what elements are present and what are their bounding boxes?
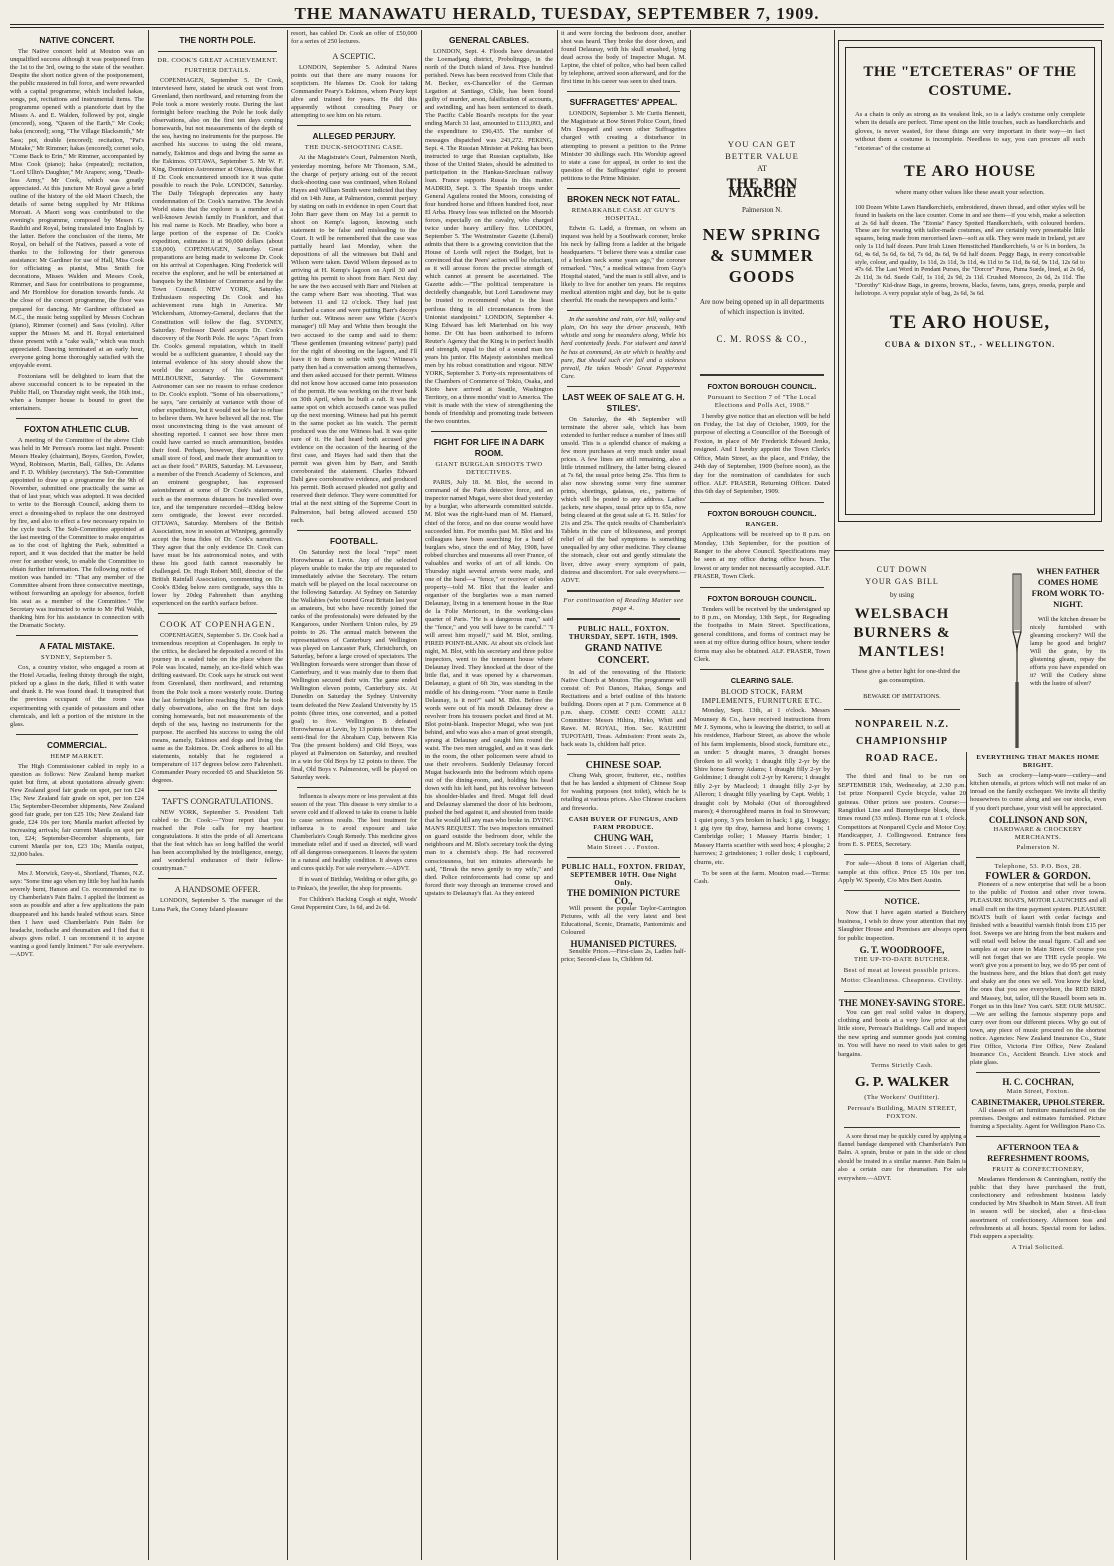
te-aro-bottom-title: TE ARO HOUSE, (889, 311, 1051, 333)
article-separator (158, 878, 277, 879)
father-body: Will the kitchen dresser be nicely furnished with gleaming crockery? Will the lamp be good and bright? Will the grate, by its glistening gleam, repay the efforts you have expended on it? Will the Cutlery shine with the lustre of silver? (1030, 616, 1106, 687)
article-separator (700, 502, 824, 503)
money-saving-body: You can get real solid value in drapery, clothing and boots at a very low price at the little store, Perreau's Buildings. Call and inspect the new spring and summer goods just coming in. You will have no need to visit sales to get bargains. (838, 1008, 966, 1058)
article-separator (567, 590, 680, 592)
article-separator (844, 709, 960, 710)
dateline: SYDNEY, September 5. (41, 654, 113, 662)
article-separator (567, 857, 680, 858)
te-aro-address: CUBA & DIXON ST., - WELLINGTON. (884, 339, 1056, 349)
headline-general-cables: GENERAL CABLES. (449, 35, 529, 45)
advert-inner-border (845, 47, 1095, 515)
article-separator (844, 854, 960, 855)
column-1 (10, 30, 144, 1560)
column-4 (425, 30, 553, 1560)
article-separator (567, 188, 680, 189)
article-separator (567, 386, 680, 387)
bon-marche-line-3: AT (757, 163, 767, 173)
tea-rooms-heading: AFTERNOON TEA & REFRESHMENT ROOMS, (987, 1141, 1089, 1163)
article-separator (844, 1127, 960, 1128)
clearing-sale-body: Monday, Sept. 13th, at 1 o'clock. Messrs Mounsey & Co., have received instructions from Mr J. Symons, who is leaving the district, to sell at his residence, Harbour Street, as above the whole of his farm implements, blood stock, furniture etc., as under: 5 draught mares, 3 draught horses (broken to all work); 1 draught filly 2-yr by the Shire horse Surrey Adams; 1 draught filly 2-yr by Goldmine; 1 draught colt 2-yr by Kereru; 1 draught filly 2-yr by Macleod; 1 draught filly 2-yr by Alleron; 1 draught filly yearling by Capt. Webb; 1 draught colt by Mohaki (Out of thoroughbred mares); 4 thoroughbred mares in foal to Strowvan; 1 quiet pony, 3 yrs broken in hack; 1 gig, 1 buggy; 1 gig tyre tip dray, harness and horse covers; 1 Cambridge roller; 1 Massey Harris binder; 1 Massey Harris scarifier with seed box; 4 ploughs; 2 harrows; 2 grindstones; 1 roller desk; 1 cupboard, churns, etc. (694, 707, 830, 866)
headline-taft: TAFT'S CONGRATULATIONS. (161, 797, 274, 807)
subheadline-further-details: FURTHER DETAILS. (184, 67, 251, 75)
column-2 (152, 30, 283, 1560)
article-separator (297, 125, 411, 126)
article-separator (700, 587, 824, 588)
cochran-body: All classes of art furniture manufactured on the premises. Designs and estimates furnished. Picture framing a Speciality. Agent for Wellington Piano Co. (970, 1106, 1106, 1130)
article-separator (158, 51, 277, 52)
collinson-sub: HARDWARE & CROCKERY MERCHANTS. (993, 825, 1083, 841)
article-broken-neck: Edwin G. Ladd, a fireman, on whom an inquest was held by a Southwark coroner, broke his neck by falling from a ladder at the brigade headquarters. "I believe there was a similar case of a broken neck some years ago," the coroner remarked. "Yes," a medical witness from Guy's Hospital stated, "and the man is still alive, and is likely to live for another ten years. He requires medical attention night and day, but he is quite cheerful. He reads the newspapers and knits." (561, 224, 686, 305)
article-separator (700, 374, 824, 376)
article-separator (158, 613, 277, 614)
notice-butcher-meat: Best of meat at lowest possible prices. (843, 966, 961, 974)
advert-dominion-picture-co: THE DOMINION PICTURE CO., (566, 887, 680, 906)
article-separator (567, 310, 680, 311)
welsbach-line-2: YOUR GAS BILL (865, 577, 939, 587)
money-saving-heading: THE MONEY-SAVING STORE. (838, 997, 966, 1008)
advert-chinese-soap: CHINESE SOAP. (585, 760, 662, 772)
advert-bon-marche (694, 140, 830, 344)
headline-broken-neck: BROKEN NECK NOT FATAL. (567, 193, 680, 204)
advert-pictures-body: Will present the popular Taylor-Carrington Pictures, with all the very latest and best Educational, Scenic, Dramatic, Pantomimic and Coloured (561, 904, 686, 937)
tea-rooms-body: Mesdames Henderson & Cunningham, notify the public that they have purchased the fruit, confectionery and refreshment business lately conducted by Mrs Shadbolt in Main Street. All fruit in season will be stocked, also a first-class assortment of confectionery. Afternoon teas and refreshments at all hours. Special room for ladies. Fish suppers a speciality. (970, 1176, 1106, 1240)
bon-marche-goods: NEW SPRING & SUMMER GOODS (702, 225, 822, 287)
article-separator (844, 890, 960, 891)
father-body-2: Such as crockery—lamp-ware—cutlery—and kitchen utensils, at prices which will not make of an inroad on the family exchequer. We invite all thrifty housewives to come along and see our stocks, even if you don't purchase, your visit will be appreciated. (970, 772, 1106, 812)
article-suffragettes: LONDON, September 3. Mr Curtis Bennett, the Magistrate at Bow Street Police Court, fined Mrs Despard and seven other Suffragettes charged with creating a disturbance in attempting to present a petition to the Prime Minister 30 shillings each. His Worship agreed to state a case for appeal, in order to test the question of the Suffragettes' right to present petitions to the Prime Minister. (561, 110, 686, 182)
advert-chung-wah: CHUNG WAH, (593, 832, 654, 843)
council-tenders-body: Tenders will be received by the undersigned up to 8 p.m., on Monday, 13th Sept., for Regrading the footpaths in Main Street. Specifications, general conditions, and forms of contract may be seen at my office during office hours, where tender forms may also be obtained. ALF. FRASER, Town Clerk. (694, 605, 830, 663)
masthead: THE MANAWATU HERALD, TUESDAY, SEPTEMBER 7, 1909. (294, 4, 820, 23)
road-race-title: NONPAREIL N.Z. CHAMPIONSHIP ROAD RACE. (854, 719, 950, 765)
welsbach-brand: WELSBACH BURNERS & MANTLES! (853, 606, 951, 661)
article-football: On Saturday next the local "reps" meet Horowhenua at Levin. Any of the selected players unable to make the trip are requested to immediately advise the Secretary. The return match will be played on the local racecourse on the following Saturday. At Sydney on Saturday the Wallabies (who toured Great Britain last year as amateurs, but who have recently joined the ranks of the professionals) were defeated by the Kangaroos, under Northern Union rules, by 29 points to 26. The annual match between the representatives of Canterbury and Wellington was played on Lancaster Park, Christchurch, on Saturday, before a large crowd of spectators. The Wellington forwards were stronger than those of Canterbury, and it was mainly due to them that Wellington secured their win. The game ended Wellington eleven points, Canterbury six. At Dunedin on Saturday the Sydney University team defeated the New Zealand University by 15 points (three tries, one converted, and a potted goal) to five. Wellington B defeated Horowhenua at Levin, by 13 points to three. The semi-final for the Abraham Cup, between Kia Toa (the present holders) and Old Boys, was played at Palmerston on Saturday, and resulted in a win for Old Boys by 12 points to three. The final, Old Boys v. Palmerston, will be played on Saturday week. (291, 548, 417, 781)
walker-address: Perreau's Building, MAIN STREET, FOXTON. (847, 1104, 957, 1121)
article-separator (567, 618, 680, 620)
welsbach-beware: BEWARE OF IMITATIONS. (863, 693, 941, 701)
article-sceptic: LONDON, September 5. Admiral Nares points out that there are many reasons for scepticism. He blames Dr. Cook for taking Commander Peary's Eskimos, whom Peary kept alive and trained for years. He did this apparently without consulting Peary or attempting to see him on his return. (291, 64, 417, 120)
welsbach-line-3: by using (890, 590, 914, 599)
advert-public-hall-heading: PUBLIC HALL, FOXTON. THURSDAY, SEPT. 16TH, 1909. (568, 624, 679, 641)
notice-butcher-motto: Motto: Cleanliness. Cheapness. Civility. (840, 977, 964, 985)
column-divider (834, 30, 835, 1560)
te-aro-intro: As a chain is only as strong as its weakest link, so is a lady's costume only complete when its details are perfect. Time spent on the little touches, such as handkerchiefs and gloves, is never wasted, for these things are very important in their way—in fact without them a costume is incomplete. Needless to say, you can procure all such "etceteras" of the costume at (855, 111, 1085, 152)
headline-fatal-mistake: A FATAL MISTAKE. (39, 641, 115, 652)
advert-concert-details: In aid of the renovating of the Historic Native Church at Mouton. The programme will consist of: Poi Dances, Hakas, Songs and Recitations and a brief outline of this historic building. Doors open at 7 p.m. Commence at 8 p.m. sharp. COME ONE! COME ALL! Committee: Messrs Hihira, Heko, Whiti and Rawe. M. ROYAL, Hon. Sec. RAUHIHI TUPOTAHI, Treas. Admission: Front seats 2s, back seats 1s, children half price. (561, 668, 686, 749)
article-separator (297, 530, 411, 531)
column-7 (838, 560, 966, 1560)
column-divider (557, 30, 558, 1560)
headline-stiles-sale: LAST WEEK OF SALE AT G. H. STILES'. (562, 391, 685, 413)
column-divider (421, 30, 422, 1560)
council-tenders-heading: FOXTON BOROUGH COUNCIL. (707, 593, 817, 603)
masthead-rule (10, 24, 1104, 25)
headline-commercial: COMMERCIAL. (46, 739, 107, 750)
notice-body: Now that I have again started a Butchery business, I wish to draw your attention that my Slaughter House and Premises are always open for public inspection. (838, 909, 966, 942)
council-ranger-body: Applications will be received up to 8 p.m. on Monday, 13th September, for the position of Ranger to the above Council. Specifications may be seen at my office during office hours. The lowest or any tender not necessarily accepted. ALF. FRASER, Town Clerk. (694, 531, 830, 581)
chaff-sale: For sale—About 8 tons of Algerian chaff, sample at this office. Price £5 10s per ton. Apply W. Speedy, C/o Mrs Bert Austin. (838, 860, 966, 884)
welsbach-line-1: CUT DOWN (876, 565, 928, 574)
article-taft: NEW YORK, September 5. President Taft cabled to Dr. Cook:—"Your report that you reached the Pole calls for my heartiest congratulations. It stirs the pride of all Americans that the feat which has so long baffled the world has been accomplished by the intelligence, energy, and wonderful endurance of their fellow-countryman." (152, 809, 283, 873)
fork-illustration (1010, 572, 1024, 750)
article-commercial: The High Commissioner cabled in reply to a question as follows: New Zealand hemp market quiet but firm, at about quotations already given: New Zealand good fair grade on spot, per ton £24 15s; New Zealand fair grade on spot, per ton £24 15s; September-December shipments, New Zealand good fair grade, per ton £25 10s; New Zealand fair grade, £24 10s per ton; Manila market affected by increasing arrivals; fair current Manila on spot per ton, £24; September-December shipments, fair current Manila per ton, £23 10s; Manila output, 32,000 bales. (10, 762, 144, 859)
article-offer-continued: resort, has cabled Dr. Cook an offer of £50,000 for a series of 250 lectures. (291, 30, 417, 46)
advert-fungus-buyer: CASH BUYER OF FUNGUS, AND FARM PRODUCE. (568, 815, 679, 831)
advert-grand-native-concert: GRAND NATIVE CONCERT. (584, 642, 663, 666)
article-dark-room: PARIS, July 18. M. Blot, the second in command of the Paris detective force, and an inspector named Mugat, were shot dead yesterday by a burglar, who afterwards committed suicide. M. Blot was the right-hand man of M. Hamard, chief of the force, and no due course would have succeeded him. For months past M. Blot and his colleagues have been searching for a band of burglars who, since the end of May, 1908, have robbed churches and museums all over France, of valuables and works of art of all kinds. On Thursday night several arrests were made, and one of the band—a "fence," or receiver of stolen property—told M. Blot that the leader and organiser of the burglaries was a man named Delaunay, living in a tenement house in the Rue de la Folie Mericourt, in the working-class quarter of Paris. "He is a dangerous man," said the "fence," and you will have to be careful." "I will arrest him myself," said M. Blot, smiling. FIRED POINT-BLANK. At about six o'clock last night, M. Blot, with his secretary and three police inspectors, went to the tenement house where Delaunay lived. They knocked at the door of the little flat, and it was opened by a charwoman. Delaunay, a giant of 6ft 3in, was standing in the middle of his dining-room. "Your name is Emile Delaunay, is it not?" said M. Blot. Before the words were out of his mouth Delaunay drew a revolver from his trousers pocket and fired at M. Blot point-blank. Inspector Mugat, who was just behind, and who was also a man of great strength, sprang at Delaunay and caught him round the waist. The two men struggled, and as it was dark in the room, the other policemen were afraid to use their revolvers. Suddenly Delaunay forced Mugat backwards into the bedroom which opens out of the dining-room, and, holding his head down with his left hand, put his revolver between his shoulder-blades and fired. Mugat fell dead and Delaunay slammed the door of his bedroom, pushed the bed against it, and shouted from inside that he would kill any man who broke in. DYING MAN'S REQUEST. The two inspectors remained on guard outside the bedroom door, while the neighbours and M. Blot's secretary took the dying man to a chemist's shop. He had recovered consciousness, but ten minutes afterwards he said, "Break the news gently to my wife," and died. Police reinforcements had come up and forced their way through an immense crowd and upstairs to Delaunay's flat. As they entered (425, 479, 553, 897)
article-handsome-offer: LONDON, September 5. The manager of the Luna Park, the Coney Island pleasure (152, 897, 283, 913)
column-divider (287, 30, 288, 1560)
headline-cook-copenhagen: COOK AT COPENHAGEN. (159, 620, 276, 630)
money-saving-terms: Terms Strictly Cash. (871, 1062, 933, 1069)
continuation-note: For continuation of Reading Matter see page 4. (563, 596, 684, 612)
headline-athletic-club: FOXTON ATHLETIC CLUB. (24, 424, 130, 435)
father-title: WHEN FATHER COMES HOME FROM WORK TO-NIGHT. (1031, 566, 1105, 609)
column-5 (561, 30, 686, 1560)
walker-sub: (The Workers' Outfitter). (864, 1094, 940, 1102)
article-separator (16, 734, 138, 735)
headline-sceptic: A SCEPTIC. (332, 52, 376, 62)
advert-verse: In the sunshine and rain, o'er hill, valley and plain, On his way the driver proceeds, With whistle and song he meanders along, While his herd contentedly feeds. For stalwart and tann'd he has at command, An air which is healthy and pure, But should such e'er fail and a sickness prevail, He takes Woods' Great Peppermint Cure. (561, 316, 686, 380)
fowler-name: FOWLER & GORDON. (985, 871, 1091, 883)
father-sub: EVERYTHING THAT MAKES HOME BRIGHT. (976, 754, 1100, 770)
article-stiles-sale: On Saturday, the 4th September will terminate the above sale, which has been extended to further reduce a number of lines still unsold. This is a splendid chance of making a few more purchases at very much under usual prices. A few lines are still remaining, also a little trimmed millinery, the latter being cleared at 7s 6d, the usual price being 25s. This firm is also now showing some very fine summer prints, sheetings, galateas, etc., patterns of which will be posted to any address. Ladies' jackets, new shapes, usual price up to 65s, now being cleared at the great sale at G. H. Stiles' for 21s and 25s. The quick results of Chamberlain's Tablets in the cure of biliousness, and prompt relief of all the bad symptoms is something unequalled by any other medicine. They cleanse the stomach, clear out and gently stimulate the liver, drive away every symptom of pain, distress and discomfort. For sale everywhere.—ADVT. (561, 415, 686, 584)
article-athletic-club: A meeting of the Committee of the above Club was held in Mr Perreau's rooms last night. Present: Messrs Healey (chairman), Boyes, Gordon, Fowler, Wynd, Robinson, Martin, Ball, Gillies, Dr. Adams and F. D. Whibley (secretary). The Sub-Committee appointed to draw up a programme for the 9th of November, submitted one practically the same as that of last year, which was adopted. It was decided to write to the Borough Council, asking them to erect a dressing-shed to replace the one destroyed by fire, and also to effect a few necessary repairs to the cycle track. The Sub-Committee appointed at the last meeting of the Committee to make enquiries as to the cost of lighting the Park, submitted a report, and it was decided that the matter be held over for another week, to enable the Committee to obtain further information. The following notice of motion was handed in: "That any member of the Committee absent from three consecutive meetings, without forwarding an apology for absence, forfeit his seat as a member of the Committee." The Secretary was instructed to write to Mr Phil Walsh, thanking him for his assistance in connection with the Dramatic Society. (10, 437, 144, 630)
column-divider (966, 752, 967, 1560)
article-separator (976, 857, 1100, 858)
cochran-address: Main Street, Foxton. (1006, 1088, 1070, 1096)
article-separator (158, 790, 277, 791)
subheadline-hemp-market: HEMP MARKET. (50, 752, 104, 760)
article-separator (567, 91, 680, 92)
advert-picture-hall: PUBLIC HALL, FOXTON. FRIDAY, SEPTEMBER 10TH. One Night Only. (561, 862, 686, 887)
article-native-concert-2: Foxtonians will be delighted to learn that the above successful concert is to be repeated in the Public Hall, on Thursday night week, the 16th inst., when a bumper house is bound to greet the entertainers. (10, 372, 144, 413)
advert-chinese-soap-body: Chung Wah, grocer, fruiterer, etc., notifies that he has landed a shipment of Chinese Soap for washing purposes (not toilet), which he is retailing at various prices. Also Chinese crackers and fireworks. (561, 772, 686, 812)
te-aro-title: THE "ETCETERAS" OF THE COSTUME. (863, 64, 1077, 99)
article-separator (844, 991, 960, 992)
headline-handsome-offer: A HANDSOME OFFER. (174, 885, 261, 895)
council-ranger-title: RANGER. (745, 520, 779, 528)
article-separator (16, 635, 138, 636)
masthead-rule-2 (10, 27, 1104, 28)
bon-marche-line-2: BETTER VALUE (725, 151, 799, 162)
tea-rooms-sub: FRUIT & CONFECTIONERY, (992, 1165, 1084, 1173)
collinson-name: COLLINSON AND SON, (988, 814, 1088, 825)
headline-north-pole: THE NORTH POLE. (179, 35, 256, 45)
subheadline-guys-hospital: REMARKABLE CASE AT GUY'S HOSPITAL. (571, 206, 676, 222)
article-separator (431, 431, 547, 432)
article-separator (16, 418, 138, 419)
article-cook-copenhagen: COPENHAGEN, September 5. Dr. Cook had a tremendous reception at Copenhagen. In reply to the critics, he declared he deposited a record of his journey in a sealed tube on the place where the Pole was located, namely, an ice-field which was drifting eastward. Dr. Cook says he struck out west from Greenland, then northward, and returning from the Pole took a more westerly route. During the last fortnight before reaching the Pole he took daily observations, also on the first ten days coming homewards, but not measurements of the depth of the sea, having no instruments for the purpose. He ascribed his success to using the old means, namely, Eskimos and dogs and living the same as the Eskimos. Dr. Cook adheres to all his statements, notably that he registered a temperature of 117 degrees below zero Fahrenheit. Commander Peary recorded 65 and Shackleton 56 degrees. (152, 632, 283, 785)
article-dark-room-continued: it and were forcing the bedroom door, another shot was heard. They broke the door down, and found Delaunay, with his skull smashed, lying dead across the body of Inspector Mugat. M. Lepine, the chief of police, who had been called by telephone, arrived soon afterward, and for the first time in his career was seen to shed tears. (561, 30, 686, 86)
column-8-lower (970, 752, 1106, 1560)
tea-rooms-end: A Trial Solicited. (1011, 1243, 1065, 1251)
column-divider (690, 30, 691, 1560)
walker-name: G. P. WALKER (854, 1075, 950, 1091)
column-divider (148, 30, 149, 1560)
advert-humanised-pictures: HUMANISED PICTURES. (570, 939, 677, 950)
advert-te-aro-house (838, 40, 1102, 522)
advert-cough-cure: For Children's Hacking Cough at night, Woods' Great Peppermint Cure, 1s 6d, and 2s 6d. (291, 896, 417, 911)
te-aro-values: where many other values like these await your selection. (895, 189, 1045, 197)
advert-influenza: Influenza is always more or less prevalent at this season of the year. This disease is very similar to a severe cold and if allowed to take its course is liable to cause serious results. The best treatment for influenza is to avoid exposure and take Chamberlain's Cough Remedy. This medicine gives immediate relief and if used as directed, will ward off all dangerous consequences. It leaves the system in a natural and healthy condition. It always cures and cures quickly. For sale everywhere.—ADVT. (291, 793, 417, 873)
headline-football: FOOTBALL. (330, 535, 378, 546)
notice-butcher-name: G. T. WOODROOFE, (859, 944, 945, 955)
advert-welsbach (838, 566, 966, 701)
article-alleged-perjury: At the Magistrate's Court, Palmerston North, yesterday morning, before Mr Thomson, S.M., the charge of perjury arising out of the recent duck-shooting case was continued, when Roland Hayes and William Smith were indicted that they did on 14th June, at Palmerston, commit perjury by stating on oath in evidence in open Court that John Barr gave them on May 1st a permit to shoot on Kemp's lagoon, knowing such statement to be false and misleading to the Court. It will be remembered that the case was partially heard last Monday, when the depositions of all the witnesses but Dahl and Wilson were taken. David Wilson deposed as to arriving at H. Kemp's lagoon on April 30 and getting his permit to shoot from Barr. Next day he saw the two accused with Barr and Nielsen at the camp where Barr was shooting. That was between 11 and 12 o'clock. They had just launched a canoe and were putting Barr's decoys further out. Witness never saw White ('Acre's manager') till May and White then brought the two accused to the camp and said to them: 'These gentlemen (meaning witness' party) paid for the right of shooting on the lagoon, and I'll leave it to them to settle with you.' Witness's party then had a conversation among themselves, and then asked accused for their permit. Witness did not know how accused came into possession of the permit. He was working on the river bank on 30th April, when he built a raft. It was the same spot on which accused's canoe was pulled up the next morning. Witness had put his permit in the same pocket as his watch. The permit produced was the one Witness had. It was quite sure of it. He had heard both accused give evidence on the occasion of the hearing of the first case, and Hayes had said then that the permit was given him by Barr, and Smith corroborated the statement. Charles Edward Dahl gave corroborative evidence, and produced his permit. Both accused pleaded not guilty and reserved their defence. They were committed for trial at the next sitting of the Supreme Court in Palmerston, bail being allowed accused £50 each. (291, 154, 417, 524)
advert-chung-wah-address: Main Street . . . Foxton. (587, 843, 660, 851)
bon-marche-body: Are now being opened up in all departments of which inspection is invited. (699, 298, 825, 317)
advert-sore-throat: A sore throat may be quickly cured by applying a flannel bandage dampened with Chamberlain's Pain Balm. A sprain, bruise or pain in the side or chest should be treated in a similar manner. Pain Balm is also a certain cure for rheumatism. For sale everywhere.—ADVT. (838, 1133, 966, 1182)
te-aro-items: 100 Dozen White Lawn Handkerchiefs, embroidered, drawn thread, and other styles will be found in baskets on the lace counter. Come in and see them—if you wish, make a selection at 2s 6d half dozen. The "Etonia" Fancy Spotted Handkerchiefs, with coloured borders. These are for wearing with tailor-made costumes, and are certainly very presentable little squares, being made from mercerised lawn—soft as silk. They were made in Ireland, yet are only 1s 11d half dozen. Pure Irish Linen Hemstitched Handkerchiefs, ¼ or ¾ in borders, 3s 6d, 4s 6d, 5s 6d, 6s 6d, 7s 6d, 8s 6d, 9s 6d half dozen. Peggy Bags, in every conceivable style, colour, and quality, 1s 11d, 2s 11d, 3s 11d, 4s 11d to 5s 11d, 8s 6d, 9s 11d, 12s 6d to 47s 6d. The Last Word in Pendant Purses, the "Dorcor" Purse, Puma Suede, lined, at 2s 6d, 2s 11d, 3s 6d. Suede Calf, 1s 11d, 2s 9d, 2s 11d. Crushed Morocco, 2s 6d, 2s 11d. The "Dorothy" Kid-draw Bags, in greens, browns, blacks, fawns, tans, greys, reseda, purple and heliotrope. A very popular style of bag, 2s 6d, 3s 6d. (855, 204, 1085, 297)
article-separator (16, 864, 138, 865)
notice-heading: NOTICE. (884, 897, 920, 907)
clearing-sale-end: To be seen at the farm. Mouton road.—Terms: Cash. (694, 869, 830, 886)
article-separator (567, 754, 680, 755)
ad-divider (834, 550, 1104, 551)
article-separator (700, 669, 824, 670)
headline-alleged-perjury: ALLEGED PERJURY. (312, 131, 396, 142)
advert-pictures-prices: Sensible Prices.—First-class 2s, Ladies half-price; Second-class 1s, Children 6d. (561, 948, 686, 964)
article-general-cables: LONDON, Sept. 4. Floods have devastated the Loemadjang district, Probolinggo, in the north of the Dutch island of Java. Five hundred perished. News has been received from Chile that M. Becker, ex-Chancellor of the German Legation at Santiago, Chile, has been found guilty of murder, arson, falsification of accounts, and swindling, and has been sentenced to death. The Pacific Cable Board's receipts for the year ending March 31 last, amounted to £113,093, and the expenditure to £96,435. The number of messages dispatched was 243,272. PEKING, Sept. 4. The Russian Minister at Peking has been instructed to urge that Russian capitalists, like those of the United States, should be admitted to participation in the Hankau-Szechuan railway loan. France supports Russia in this matter. MADRID, Sept. 3. The Spanish troops under General Aguilera routed the Moors, consisting of four hundred horse and fifteen hundred foot, near El Arba. Heavy loss was inflicted on the Moorish forces, especially on the cavalry, who charged twice under heavy artillery fire. LONDON, September 5. The Westminster Gazette (Liberal) admits that there is a growing conviction that the House of Lords will reject the Budget, but is convinced that the Peers' action will be reluctant, as it will arouse forces the precise strength of which cannot at present be ascertained. The Gazette adds:—"The political temperature is decidedly changeable, but Lord Lansdowne may be trusted to recommend what is the least perilous thing in all circumstances from the Unionist standpoint." LONDON, September 4. King Edward has left Marienbad on his way home. Dr Ott has been authorised to inform Reuter's Agency that the King is in perfect health and strength, equal to that of a sound man ten years his junior. His Majesty astonishes medical men by his robust constitution and vigour. NEW YORK, September 3. Forty-six representatives of the Chambers of Commerce of Tokio, Osaka, and Kioto have arrived at Seattle, Washington Territory, on a three months' visit to America. The visit is made with the view of strengthening the bonds of friendship and promoting trade between the two countries. (425, 48, 553, 426)
subheadline-great-achievement: DR. COOK'S GREAT ACHIEVEMENT. (157, 57, 278, 64)
bon-marche-signature: C. M. ROSS & CO., (716, 334, 808, 345)
column-3 (291, 30, 417, 1560)
article-separator (297, 787, 411, 788)
council-election-sub: Pursuant to Section 7 of "The Local Elections and Polls Act, 1908." (707, 393, 817, 410)
notice-butcher-sub: THE UP-TO-DATE BUTCHER. (853, 956, 951, 964)
fowler-body: Pioneers of a new enterprise that will be a boon to the public of Foxton and other river towns. PLEASURE BOATS, MOTOR LAUNCHES and all small craft on the time payment system. PLEASURE BOATS built of kauri with cedar facings and finished with a beautiful varnish finish from £15 per foot. Sweeps we are hiring from the best makers and will retail well below the usual figure. Call and see samples at our store in Main Street. Of course you will not forget that we are THE cycle people. We won't give you a present to buy, we do 95 per cent of the business here, and the bikes that don't get rusty and shaky are the ones we sell. You know the kind, the ones that you see everywhere, the RED BIRD and Massey, but, tailor, till the Russell boom sets in. Forget us in this line? You can't. SEE OUR MUSIC.—We are selling the famous sixpenny pops and curry over from our different pieces. Why go out of town, any piece of music procured on the shortest notice. Agencies: New Zealand Insurance Co., State Fire Office, Victoria Fire Office, New Zealand Insurance Co., Accident Branch. Live stock and plate glass. (970, 881, 1106, 1067)
headline-dark-room: FIGHT FOR LIFE IN A DARK ROOM. (433, 437, 545, 459)
article-separator (976, 1136, 1100, 1137)
headline-suffragettes: SUFFRAGETTES' APPEAL. (569, 97, 678, 108)
clearing-sale-sub: BLOOD STOCK, FARM IMPLEMENTS, FURNITURE ETC. (701, 687, 823, 705)
article-north-pole: COPENHAGEN, September 5. Dr Cook, interviewed here, stated he struck out west from Greenland, then northward, and returning from the Pole took a more westerly route. During the last fortnight before reaching the Pole he took daily observations, also on the first ten days coming homewards, but not measurements of the depth of the sea, having no instruments for the purpose. He ascribed his success to using the old means, namely, Eskimos and dogs and living the same as the Eskimos. OTTAWA, September 5. Mr W. F. King, Dominion Astronomer at Ottawa, thinks that if Dr. Cook encountered smooth ice it was quite possible to reach the Pole. LONDON, Saturday. The Daily Telegraph deprecates any hasty condemnation of Dr. Cook's narrative. The Jewish World states that the explorer is a member of a well-known Jewish family in Frankfort, and that his real name is Koch. Mr Bradley, who bore a large portion of the expense of Dr. Cook's expedition, estimates it at 90,000 dollars (about £18,000). COPENHAGEN, Saturday. Great preparations are being made to welcome Dr. Cook on his arrival at Copenhagen. King Frederick will receive the explorer, and he will be entertained at banquets by the Minister of Commerce and by the Town Council. NEW YORK, Saturday. Enthusiasm respecting Dr. Cook and his achievement runs high in America. Mr Wickersham, Attorney-General, declares that the Constitution will follow the flag. SYDNEY, Saturday. Professor David accepts Dr. Cook's discovery of the North Pole. He says: "Apart from Dr. Cook's general reputation, which in itself would be a sufficient guarantee, I should say the internal evidence of his story should show the world the accuracy of his statements." MELBOURNE, Saturday. The Government Astronomer can see no reason to refuse credence to Dr. Cook's exploit. "Some of his observations," he says, "are certainly at variance with those of other expeditions, but it would not be fair to refuse to believe them. We have believed all the rest. The most unconvincing thing is the vast amount of shooting reported. I cannot see how three men could have carried so much ammunition, besides their food. Perhaps, however, they had a very small store of food, and made their ammunition to act as their food." PARIS, Saturday. M. Levasseur, a member of the French Academy of Sciences, and an eminent geographer, has expressed astonishment at some of Dr Cook's statements, such as the enormous distances he travelled over ice, and the temperature recorded—83deg below zero centigrade, the lowest ever recorded. OTTAWA, Saturday. Members of the British Association, now in session at Winnipeg, generally accept the bona fides of Dr. Cook's narratives. They agree that the only evidence Dr. Cook can have must be his astronomical notes, and with these his good faith cannot reasonably be challenged. Dr. Hugh Robert Mill, director of the British Rainfall Association, commenting on Dr. Cook's 83deg below zero centigrade, says this is lower by 20deg Fahrenheit than anything experienced on the earth's surface before. (152, 77, 283, 608)
council-election-heading: FOXTON BOROUGH COUNCIL. (707, 381, 817, 391)
cochran-name: H. C. COCHRAN, (1002, 1077, 1074, 1088)
collinson-town: Palmerston N. (1016, 843, 1060, 851)
headline-native-concert: NATIVE CONCERT. (39, 35, 115, 45)
article-native-concert: The Native concert held at Mouton was an unqualified success although it was postponed from the 1st to the 3rd, owing to the state of the weather. Despite the short notice given of the postponement, the public mustered in full force, and were rewarded with a capital programme, which included hakas, songs, poi, recitations and instrumental items. The programme opened with a pianoforte duet by the Misses A. and E. Walden, followed by poi, single (encored), song, "Queen of the Earth," Mr Cook; haka (encored); song, "The Village Blacksmith," Mr Sass; poi, double (encored); recitation, "Pat's Mistake," Mr Rimmer; hakas (encored); cornet solo, "Come Back to Erin," Mr Rimmer, accompanied by Miss Cook (piano); haka (repeated); recitation, "Lord Ullin's Daughter," Mr Arapere; song, "Death-less Army," Mr Cook, which was greatly appreciated. At this juncture Mr Royal gave a brief outline of the history of the old Maori Church, the details of same being supplied by Mr Hikima Moroati. A Maori song was contributed to the evening's programme, composed by Messrs G. Rauhihi and Royal, being translated into English by the latter. Before the conclusion of the items, Mr Royal, on behalf of the Natives, passed a vote of thanks to the following for their generous assistance: Mr Gardiner for use of Hall, Miss Cook for officiating as pianist, Miss Smith for decorations, Misses Walden and Messrs Cook, Rimmer, and Sass for contributions to programme, and Mr Hornblow for donation towards funds. At the close of the concert programme, the floor was prepared for dancing. Mr Gardiner officiated as M.C., the music being supplied by Messrs Cochran (piano), Rimmer (cornet) and Sass (violin). After supper the Misses M. and H. Royal entertained those present with a "cake walk," which was much appreciated. Dancing terminated at an early hour, everyone going home thoroughly satisfied with the enjoyable event. (10, 48, 144, 369)
article-separator (976, 1072, 1100, 1073)
te-aro-store: TE ARO HOUSE (903, 163, 1037, 181)
column-6 (694, 30, 830, 1560)
road-race-body: The third and final to be run on SEPTEMBER 15th, Wednesday, at 2.30 p.m. 1st prize Nonpareil Cycle bicycle, value 20 guineas. Other prizes see posters. Course:—Rangitikei Line and Bunnythorpe block, three times round (33 miles). Home run at 1 o'clock. Competitors at Nonpareil Cycle and Motor Coy. Handicapper, J. Collingwood. Entrance fees from E. S. PEES, Secretary. (838, 773, 966, 848)
fowler-telephone: Telephone, 53. P.O. Box, 28. (994, 863, 1082, 871)
council-election-body: I hereby give notice that an election will be held on Friday, the 1st day of October, 1909, for the purpose of electing a Councillor of the Borough of Foxton, in place of Mr Frederick Edward Jenks, resigned. And I hereby appoint the Town Clerk's Office, Main Street, as the place, and Friday, the 24th day of September, 1909 (before noon), as the day for the nomination of candidates for such office. ALF. FRASER, Returning Officer. Dated this 6th day of September, 1909. (694, 412, 830, 496)
subheadline-giant-burglar: GIANT BURGLAR SHOOTS TWO DETECTIVES. (435, 461, 543, 477)
bon-marche-line-1: YOU CAN GET (727, 139, 797, 149)
cochran-trade: CABINETMAKER, UPHOLSTERER. (971, 1097, 1105, 1107)
bon-marche-store: THE BON MARCHE (726, 177, 798, 201)
bon-marche-town: Palmerston N. (741, 206, 783, 215)
welsbach-body: These give a better light for one-third the gas consumption. (851, 668, 961, 684)
council-ranger-heading: FOXTON BOROUGH COUNCIL. (707, 508, 817, 518)
clearing-sale-heading: CLEARING SALE. (730, 676, 794, 686)
article-fatal-mistake: Cox, a country visitor, who engaged a room at the Hotel Arcadia, feeling thirsty through the night, picked up a glass in the dark, filled it with water and drank it. He was found dead. It transpired that the previous occupant of the room was experimenting with cyanide of potassium and other chemicals, and left a portion of the mixture in the glass. (10, 664, 144, 728)
advert-testimonial: Mrs J. Morwick, Grey-st., Shortland, Thames, N.Z. says: "Some time ago when my little boy had his hands severely burnt, Hanson and Co. recommended me to try Chamberlain's Pain Balm. I applied the liniment as soon as possible and after a few applications the pain disappeared and his hands healed without scars. Since then I have used Chamberlain's Pain Balm for headache, toothache and rheumatism and I find that it always gives relief. I can recommend it to anyone wanting a good family liniment." For sale everywhere.—ADVT. (10, 871, 144, 958)
advert-pinkus: If in want of Birthday, Wedding or other gifts, go to Pinkus's, the jeweller, the shop for presents. (291, 877, 417, 892)
subheadline-duck-shooting: THE DUCK-SHOOTING CASE. (304, 144, 404, 152)
